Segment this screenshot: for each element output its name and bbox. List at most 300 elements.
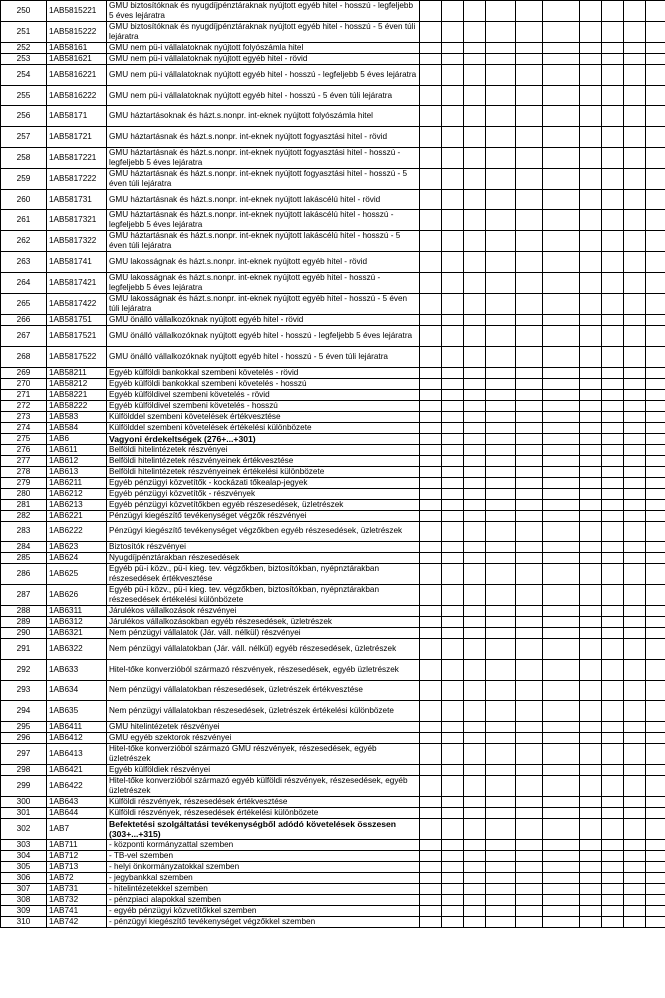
value-cell <box>464 585 486 606</box>
value-cell <box>580 43 602 54</box>
value-cell <box>580 422 602 433</box>
value-cell <box>420 326 442 347</box>
value-cell <box>646 564 665 585</box>
value-cell <box>464 85 486 106</box>
value-cell <box>442 764 464 775</box>
value-cell <box>624 477 646 488</box>
value-cell <box>420 231 442 252</box>
value-cell <box>624 775 646 796</box>
value-cell <box>543 542 580 553</box>
value-cell <box>602 721 624 732</box>
value-cell <box>624 43 646 54</box>
value-cell <box>624 315 646 326</box>
item-description: Külföldi részvények, részesedések értékelési különbözete <box>107 807 420 818</box>
item-code: 1AB732 <box>47 894 107 905</box>
value-cell <box>464 326 486 347</box>
item-description: Külfölddel szembeni követelések értékvesztése <box>107 411 420 422</box>
value-cell <box>420 455 442 466</box>
value-cell <box>516 210 543 231</box>
value-cell <box>543 659 580 680</box>
value-cell <box>464 22 486 43</box>
value-cell <box>464 796 486 807</box>
value-cell <box>646 585 665 606</box>
value-cell <box>464 315 486 326</box>
value-cell <box>624 883 646 894</box>
value-cell <box>420 294 442 315</box>
value-cell <box>442 411 464 422</box>
value-cell <box>486 883 516 894</box>
row-number: 287 <box>1 585 47 606</box>
row-number: 308 <box>1 894 47 905</box>
value-cell <box>624 861 646 872</box>
value-cell <box>486 422 516 433</box>
value-cell <box>624 85 646 106</box>
row-number: 303 <box>1 839 47 850</box>
value-cell <box>420 273 442 294</box>
value-cell <box>420 521 442 542</box>
value-cell <box>624 367 646 378</box>
value-cell <box>442 65 464 86</box>
value-cell <box>580 542 602 553</box>
value-cell <box>624 378 646 389</box>
item-description: - helyi önkormányzatokkal szemben <box>107 861 420 872</box>
value-cell <box>602 400 624 411</box>
value-cell <box>442 839 464 850</box>
value-cell <box>442 433 464 444</box>
table-row <box>1 606 665 617</box>
value-cell <box>624 850 646 861</box>
value-cell <box>543 127 580 148</box>
value-cell <box>543 294 580 315</box>
value-cell <box>580 85 602 106</box>
row-number: 293 <box>1 680 47 701</box>
item-code: 1AB58161 <box>47 43 107 54</box>
value-cell <box>543 477 580 488</box>
value-cell <box>442 553 464 564</box>
value-cell <box>543 422 580 433</box>
value-cell <box>420 861 442 872</box>
table-row <box>1 189 665 210</box>
item-description: Pénzügyi kiegészítő tevékenységet végzőkben egyéb részesedések, üzletrészek <box>107 521 420 542</box>
value-cell <box>464 389 486 400</box>
value-cell <box>624 585 646 606</box>
row-number: 288 <box>1 606 47 617</box>
value-cell <box>646 127 665 148</box>
value-cell <box>602 553 624 564</box>
value-cell <box>580 796 602 807</box>
value-cell <box>646 861 665 872</box>
value-cell <box>442 818 464 839</box>
item-code: 1AB5817321 <box>47 210 107 231</box>
item-code: 1AB6411 <box>47 721 107 732</box>
table-row <box>1 43 665 54</box>
item-code: 1AB6311 <box>47 606 107 617</box>
value-cell <box>543 106 580 127</box>
value-cell <box>464 466 486 477</box>
value-cell <box>646 796 665 807</box>
value-cell <box>486 488 516 499</box>
value-cell <box>602 22 624 43</box>
value-cell <box>624 905 646 916</box>
row-number: 256 <box>1 106 47 127</box>
value-cell <box>464 732 486 743</box>
value-cell <box>420 510 442 521</box>
table-row <box>1 510 665 521</box>
value-cell <box>602 411 624 422</box>
row-number: 294 <box>1 701 47 722</box>
value-cell <box>602 433 624 444</box>
value-cell <box>580 488 602 499</box>
item-code: 1AB5817422 <box>47 294 107 315</box>
item-description: - egyéb pénzügyi közvetítőkkel szemben <box>107 905 420 916</box>
table-row <box>1 564 665 585</box>
value-cell <box>602 883 624 894</box>
value-cell <box>464 639 486 660</box>
value-cell <box>486 389 516 400</box>
value-cell <box>420 905 442 916</box>
value-cell <box>580 400 602 411</box>
row-number: 284 <box>1 542 47 553</box>
value-cell <box>420 839 442 850</box>
value-cell <box>646 510 665 521</box>
value-cell <box>486 916 516 927</box>
item-code: 1AB581721 <box>47 127 107 148</box>
value-cell <box>602 85 624 106</box>
value-cell <box>516 65 543 86</box>
value-cell <box>486 743 516 764</box>
item-code: 1AB58212 <box>47 378 107 389</box>
value-cell <box>486 43 516 54</box>
value-cell <box>602 346 624 367</box>
value-cell <box>646 400 665 411</box>
value-cell <box>646 764 665 775</box>
value-cell <box>602 807 624 818</box>
value-cell <box>543 455 580 466</box>
value-cell <box>646 617 665 628</box>
value-cell <box>580 477 602 488</box>
value-cell <box>580 189 602 210</box>
row-number: 253 <box>1 54 47 65</box>
value-cell <box>543 168 580 189</box>
value-cell <box>486 701 516 722</box>
value-cell <box>543 43 580 54</box>
item-code: 1AB5815221 <box>47 1 107 22</box>
value-cell <box>442 883 464 894</box>
value-cell <box>580 210 602 231</box>
item-code: 1AB58211 <box>47 367 107 378</box>
row-number: 263 <box>1 252 47 273</box>
value-cell <box>486 796 516 807</box>
value-cell <box>486 411 516 422</box>
table-row <box>1 411 665 422</box>
value-cell <box>420 54 442 65</box>
value-cell <box>624 189 646 210</box>
value-cell <box>543 743 580 764</box>
value-cell <box>486 564 516 585</box>
value-cell <box>420 628 442 639</box>
value-cell <box>646 916 665 927</box>
value-cell <box>486 326 516 347</box>
value-cell <box>602 294 624 315</box>
value-cell <box>602 818 624 839</box>
value-cell <box>486 521 516 542</box>
value-cell <box>646 521 665 542</box>
value-cell <box>486 252 516 273</box>
value-cell <box>646 210 665 231</box>
value-cell <box>516 818 543 839</box>
value-cell <box>464 488 486 499</box>
item-description: Befektetési szolgáltatási tevékenységből adódó követelések összesen (303+...+315) <box>107 818 420 839</box>
value-cell <box>543 818 580 839</box>
row-number: 264 <box>1 273 47 294</box>
value-cell <box>516 894 543 905</box>
item-description: Hitel-tőke konverzióból származó egyéb külföldi részvények, részesedések, egyéb üzletrészek <box>107 775 420 796</box>
value-cell <box>442 510 464 521</box>
value-cell <box>464 499 486 510</box>
item-code: 1AB72 <box>47 872 107 883</box>
value-cell <box>602 477 624 488</box>
item-description: GMU lakosságnak és házt.s.nonpr. int-eknek nyújtott egyéb hitel - rövid <box>107 252 420 273</box>
table-row <box>1 905 665 916</box>
value-cell <box>646 389 665 400</box>
item-description: - központi kormányzattal szemben <box>107 839 420 850</box>
value-cell <box>543 65 580 86</box>
value-cell <box>646 894 665 905</box>
value-cell <box>602 861 624 872</box>
value-cell <box>486 617 516 628</box>
value-cell <box>442 315 464 326</box>
item-code: 1AB713 <box>47 861 107 872</box>
value-cell <box>646 732 665 743</box>
table-row <box>1 499 665 510</box>
item-code: 1AB583 <box>47 411 107 422</box>
row-number: 262 <box>1 231 47 252</box>
item-description: Egyéb külföldiek részvényei <box>107 764 420 775</box>
value-cell <box>580 411 602 422</box>
value-cell <box>624 807 646 818</box>
row-number: 259 <box>1 168 47 189</box>
value-cell <box>442 43 464 54</box>
table-row <box>1 367 665 378</box>
value-cell <box>420 147 442 168</box>
value-cell <box>486 818 516 839</box>
row-number: 255 <box>1 85 47 106</box>
value-cell <box>624 916 646 927</box>
value-cell <box>543 916 580 927</box>
value-cell <box>516 231 543 252</box>
value-cell <box>602 43 624 54</box>
value-cell <box>543 564 580 585</box>
value-cell <box>624 433 646 444</box>
value-cell <box>516 168 543 189</box>
value-cell <box>646 721 665 732</box>
value-cell <box>464 839 486 850</box>
table-row <box>1 210 665 231</box>
item-code: 1AB5815222 <box>47 22 107 43</box>
value-cell <box>580 639 602 660</box>
row-number: 261 <box>1 210 47 231</box>
value-cell <box>420 422 442 433</box>
value-cell <box>442 701 464 722</box>
value-cell <box>516 639 543 660</box>
value-cell <box>486 732 516 743</box>
value-cell <box>464 411 486 422</box>
value-cell <box>420 807 442 818</box>
row-number: 286 <box>1 564 47 585</box>
value-cell <box>543 553 580 564</box>
item-code: 1AB625 <box>47 564 107 585</box>
value-cell <box>516 378 543 389</box>
value-cell <box>486 367 516 378</box>
value-cell <box>420 680 442 701</box>
item-description: Nem pénzügyi vállalatokban részesedések, üzletrészek értékelési különbözete <box>107 701 420 722</box>
item-code: 1AB581621 <box>47 54 107 65</box>
value-cell <box>464 510 486 521</box>
value-cell <box>602 764 624 775</box>
value-cell <box>646 22 665 43</box>
value-cell <box>580 743 602 764</box>
value-cell <box>442 422 464 433</box>
item-description: Biztosítók részvényei <box>107 542 420 553</box>
item-code: 1AB613 <box>47 466 107 477</box>
item-description: GMU háztartásnak és házt.s.nonpr. int-eknek nyújtott lakáscélú hitel - hosszú - legfeljebb 5 éves lejáratra <box>107 210 420 231</box>
value-cell <box>420 346 442 367</box>
value-cell <box>442 850 464 861</box>
table-row <box>1 701 665 722</box>
item-description: GMU háztartásnak és házt.s.nonpr. int-eknek nyújtott fogyasztási hitel - rövid <box>107 127 420 148</box>
value-cell <box>486 231 516 252</box>
value-cell <box>580 455 602 466</box>
value-cell <box>486 189 516 210</box>
value-cell <box>464 210 486 231</box>
item-code: 1AB6412 <box>47 732 107 743</box>
item-code: 1AB6 <box>47 433 107 444</box>
value-cell <box>442 542 464 553</box>
table-row <box>1 542 665 553</box>
value-cell <box>486 433 516 444</box>
value-cell <box>516 466 543 477</box>
value-cell <box>580 764 602 775</box>
value-cell <box>543 617 580 628</box>
value-cell <box>516 775 543 796</box>
row-number: 276 <box>1 444 47 455</box>
value-cell <box>420 400 442 411</box>
value-cell <box>486 606 516 617</box>
item-code: 1AB58222 <box>47 400 107 411</box>
value-cell <box>602 147 624 168</box>
item-description: Egyéb pénzügyi közvetítők - részvények <box>107 488 420 499</box>
item-code: 1AB6322 <box>47 639 107 660</box>
value-cell <box>543 488 580 499</box>
value-cell <box>602 872 624 883</box>
value-cell <box>516 85 543 106</box>
value-cell <box>543 894 580 905</box>
table-row <box>1 839 665 850</box>
row-number: 283 <box>1 521 47 542</box>
row-number: 270 <box>1 378 47 389</box>
item-description: Járulékos vállalkozásokban egyéb részesedések, üzletrészek <box>107 617 420 628</box>
value-cell <box>602 639 624 660</box>
value-cell <box>516 721 543 732</box>
table-row <box>1 455 665 466</box>
value-cell <box>624 147 646 168</box>
value-cell <box>602 521 624 542</box>
value-cell <box>486 585 516 606</box>
value-cell <box>580 326 602 347</box>
item-description: Nem pénzügyi vállalatokban részesedések, üzletrészek értékvesztése <box>107 680 420 701</box>
item-description: Hitel-tőke konverzióból származó GMU részvények, részesedések, egyéb üzletrészek <box>107 743 420 764</box>
value-cell <box>646 411 665 422</box>
value-cell <box>624 732 646 743</box>
row-number: 266 <box>1 315 47 326</box>
value-cell <box>543 721 580 732</box>
value-cell <box>464 775 486 796</box>
value-cell <box>580 818 602 839</box>
value-cell <box>442 389 464 400</box>
row-number: 250 <box>1 1 47 22</box>
value-cell <box>516 400 543 411</box>
value-cell <box>464 818 486 839</box>
row-number: 300 <box>1 796 47 807</box>
value-cell <box>516 189 543 210</box>
value-cell <box>420 378 442 389</box>
value-cell <box>646 606 665 617</box>
value-cell <box>646 294 665 315</box>
item-code: 1AB584 <box>47 422 107 433</box>
value-cell <box>646 1 665 22</box>
value-cell <box>442 659 464 680</box>
value-cell <box>580 628 602 639</box>
item-code: 1AB5816221 <box>47 65 107 86</box>
item-description: Egyéb külföldi bankokkal szembeni követelés - hosszú <box>107 378 420 389</box>
value-cell <box>486 273 516 294</box>
value-cell <box>543 701 580 722</box>
value-cell <box>646 659 665 680</box>
value-cell <box>646 553 665 564</box>
value-cell <box>420 22 442 43</box>
value-cell <box>516 433 543 444</box>
value-cell <box>646 628 665 639</box>
item-code: 1AB6413 <box>47 743 107 764</box>
value-cell <box>486 872 516 883</box>
value-cell <box>543 807 580 818</box>
value-cell <box>486 839 516 850</box>
item-description: GMU nem pü-i vállalatoknak nyújtott egyéb hitel - rövid <box>107 54 420 65</box>
value-cell <box>646 231 665 252</box>
table-row <box>1 65 665 86</box>
table-row <box>1 315 665 326</box>
item-code: 1AB741 <box>47 905 107 916</box>
value-cell <box>420 659 442 680</box>
value-cell <box>543 231 580 252</box>
item-code: 1AB643 <box>47 796 107 807</box>
value-cell <box>486 147 516 168</box>
value-cell <box>464 883 486 894</box>
value-cell <box>516 861 543 872</box>
value-cell <box>580 1 602 22</box>
table-row <box>1 628 665 639</box>
value-cell <box>646 883 665 894</box>
value-cell <box>543 628 580 639</box>
value-cell <box>602 455 624 466</box>
value-cell <box>580 775 602 796</box>
value-cell <box>580 861 602 872</box>
value-cell <box>580 367 602 378</box>
value-cell <box>646 326 665 347</box>
table-row <box>1 617 665 628</box>
item-code: 1AB5817421 <box>47 273 107 294</box>
item-description: GMU egyéb szektorok részvényei <box>107 732 420 743</box>
